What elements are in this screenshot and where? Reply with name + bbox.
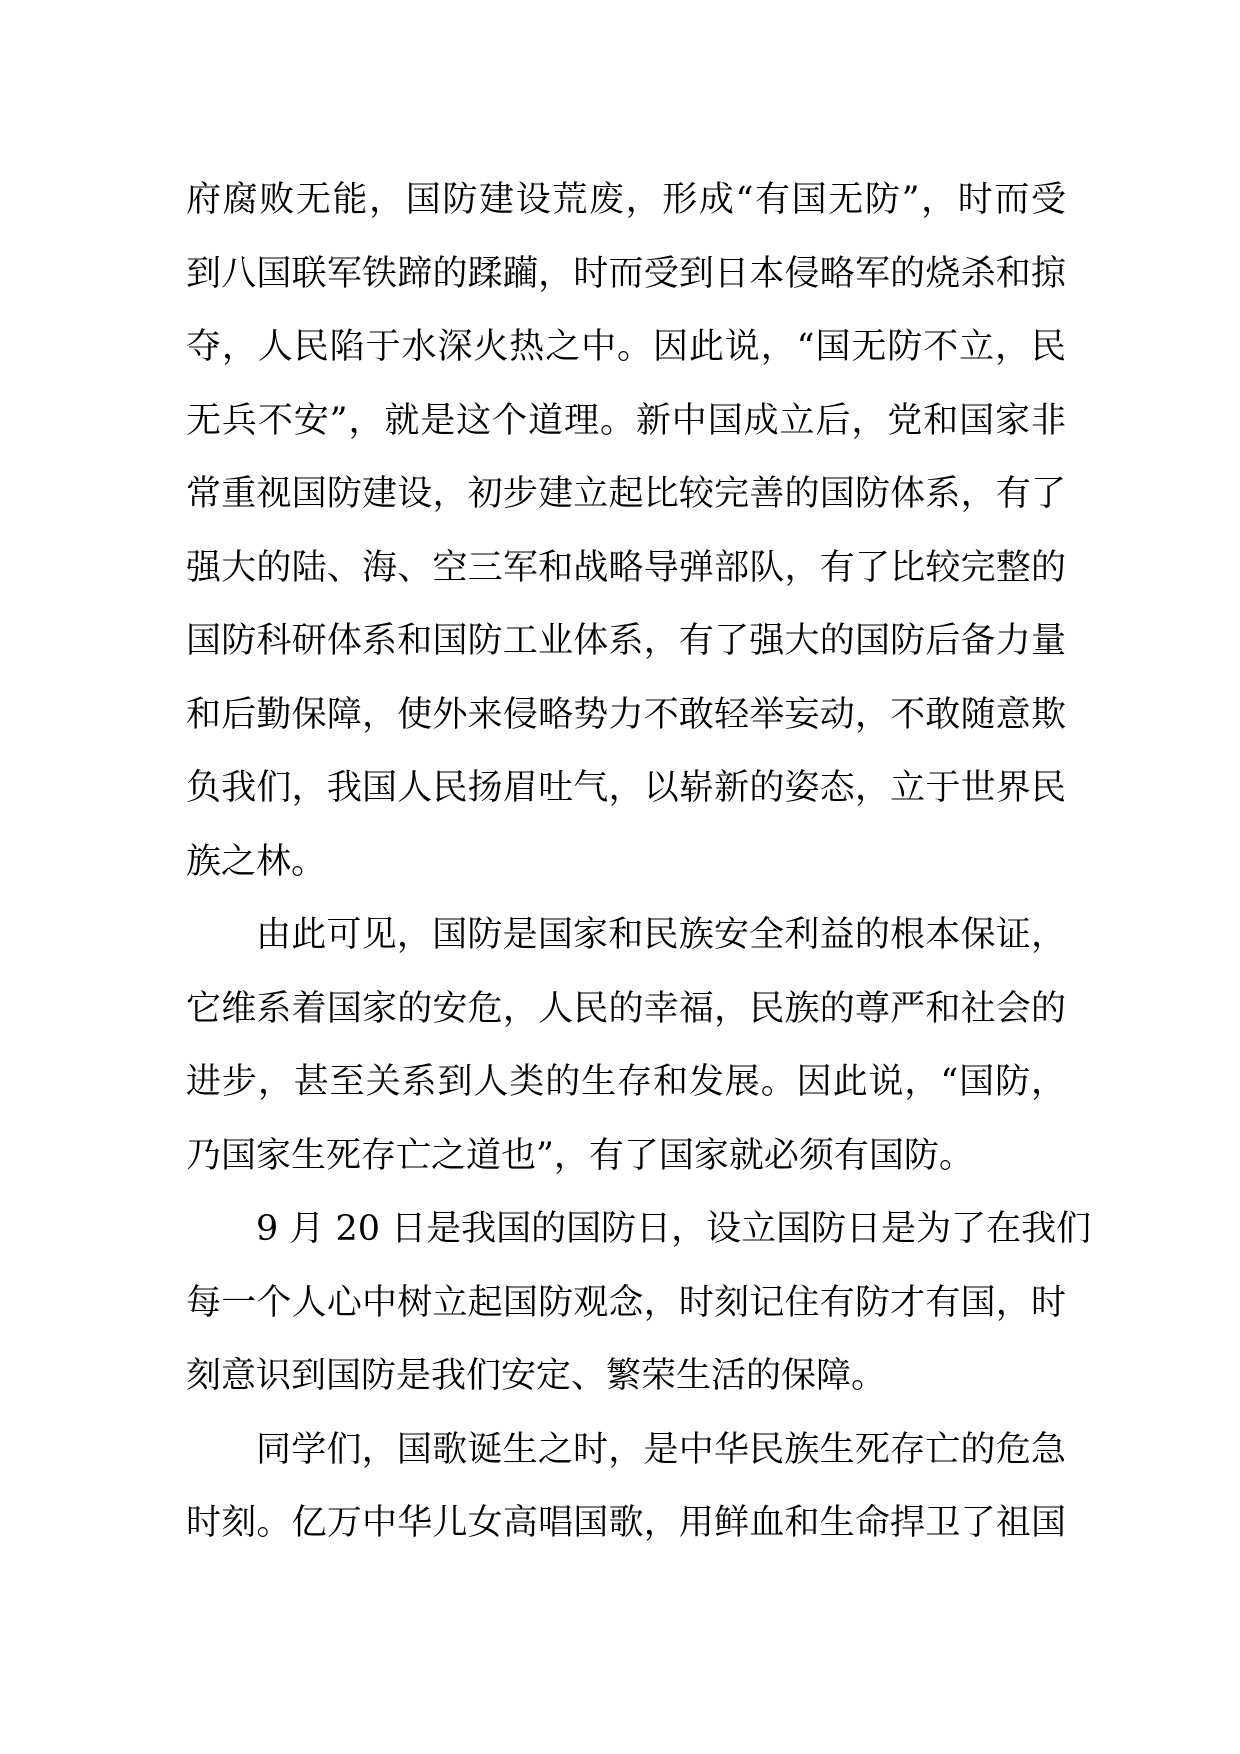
paragraph	[186, 1193, 1092, 1414]
text-line: 时刻。亿万中华儿女高唱国歌，用鲜血和生命捍卫了祖国	[186, 1503, 1066, 1543]
text-line: 无兵不安”，就是这个道理。新中国成立后，党和国家非	[186, 400, 1066, 441]
text-line: 由此可见，国防是国家和民族安全利益的根本保证，	[256, 915, 1066, 955]
text-line: 夺，人民陷于水深火热之中。因此说，“国无防不立，民	[186, 327, 1066, 367]
paragraph	[186, 164, 1066, 899]
paragraph	[186, 1414, 1066, 1561]
text-line: 乃国家生死存亡之道也”，有了国家就必须有国防。	[186, 1135, 974, 1176]
text-line: 常重视国防建设，初步建立起比较完善的国防体系，有了	[186, 474, 1066, 514]
text-line: 同学们，国歌诞生之时，是中华民族生死存亡的危急	[256, 1429, 1066, 1470]
text-line: 每一个人心中树立起国防观念，时刻记住有防才有国，时	[186, 1282, 1066, 1323]
body-text	[186, 164, 1092, 1561]
text-line: 到八国联军铁蹄的蹂躏，时而受到日本侵略军的烧杀和掠	[186, 253, 1066, 294]
text-line: 刻意识到国防是我们安定、繁荣生活的保障。	[186, 1356, 887, 1396]
text-line: 9 月 20 日是我国的国防日，设立国防日是为了在我们	[256, 1209, 1092, 1249]
text-line: 府腐败无能，国防建设荒废，形成“有国无防”，时而受	[186, 180, 1066, 220]
paragraph	[186, 899, 1066, 1193]
text-line: 族之林。	[186, 841, 327, 882]
text-line: 国防科研体系和国防工业体系，有了强大的国防后备力量	[186, 621, 1066, 661]
text-line: 负我们，我国人民扬眉吐气，以崭新的姿态，立于世界民	[186, 768, 1066, 808]
text-line: 进步，甚至关系到人类的生存和发展。因此说，“国防，	[186, 1062, 1066, 1102]
text-line: 和后勤保障，使外来侵略势力不敢轻举妄动，不敢随意欺	[186, 694, 1066, 735]
text-line: 它维系着国家的安危，人民的幸福，民族的尊严和社会的	[186, 988, 1066, 1029]
text-line: 强大的陆、海、空三军和战略导弹部队，有了比较完整的	[186, 547, 1066, 588]
